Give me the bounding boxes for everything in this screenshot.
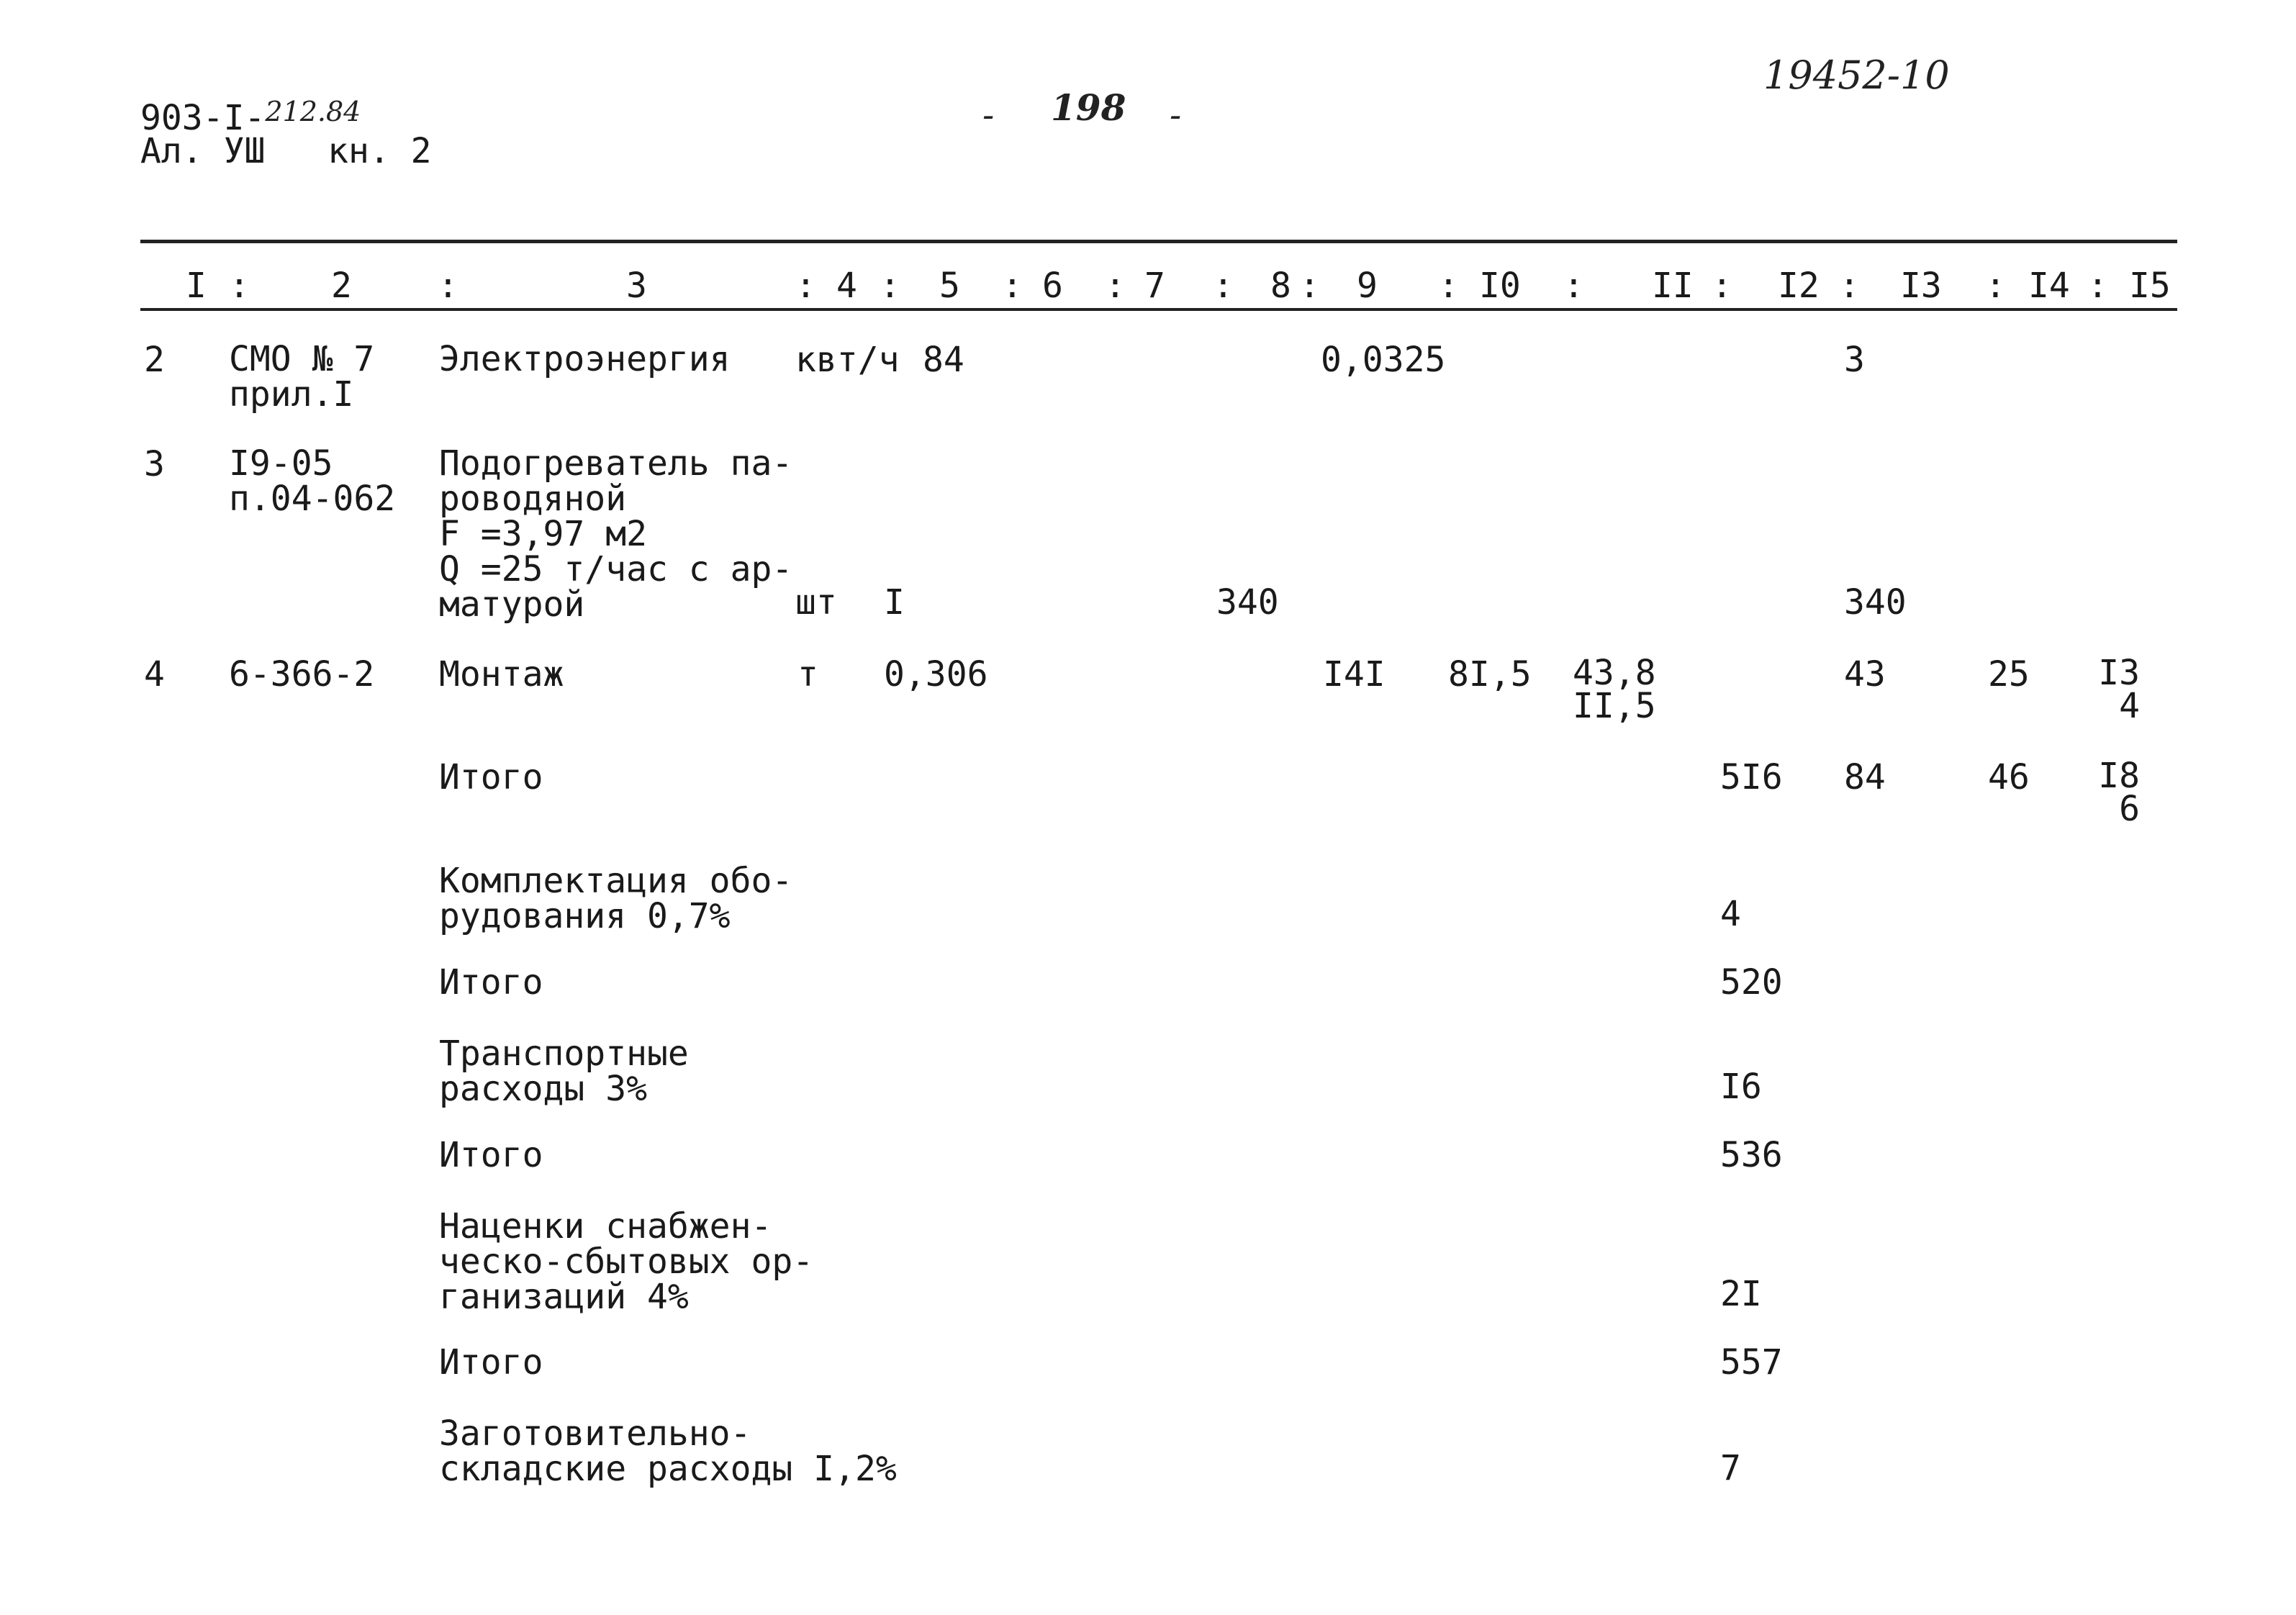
summary-col12: 2I	[1720, 1274, 1762, 1314]
column-header: 8	[1270, 266, 1291, 306]
summary-col12: 4	[1720, 894, 1741, 934]
cell-col9: 0,0325	[1321, 340, 1446, 380]
row-reference: 6-366-2	[229, 654, 375, 695]
summary-label: Итого	[439, 962, 543, 1003]
column-header: I3	[1900, 266, 1942, 306]
header-bottom-rule	[140, 308, 2177, 311]
row-name: Монтаж	[439, 654, 564, 695]
row-unit: т	[797, 654, 818, 695]
summary-label: Наценки снабжен- ческо-сбытовых ор- ганизаций 4%	[439, 1206, 814, 1317]
summary-col12: I6	[1720, 1067, 1762, 1107]
document-code	[140, 94, 361, 136]
summary-label: Итого	[439, 757, 543, 797]
summary-col13: 84	[1844, 757, 1886, 797]
cell-col9: I4I	[1323, 654, 1386, 695]
row-quantity: 0,306	[884, 654, 988, 695]
row-quantity: I	[884, 582, 905, 623]
row-quantity: 84	[923, 340, 964, 380]
summary-label: Заготовительно- складские расходы I,2%	[439, 1413, 897, 1489]
album-line: Ал. УШ кн. 2	[140, 131, 432, 171]
column-separator: :	[1438, 266, 1459, 306]
row-name: Подогреватель па- роводяной F =3,97 м2 Q =25 т/час с ар- матурой	[439, 443, 793, 625]
column-separator: :	[1299, 266, 1320, 306]
column-separator: :	[1985, 266, 2006, 306]
column-header: I0	[1479, 266, 1521, 306]
summary-col12: 557	[1720, 1342, 1783, 1383]
column-header: I	[186, 266, 207, 306]
column-separator: :	[1563, 266, 1584, 306]
summary-label: Итого	[439, 1135, 543, 1175]
cell-col13: 340	[1844, 582, 1907, 623]
column-header: I5	[2129, 266, 2171, 306]
row-unit: квт/ч	[795, 340, 900, 380]
column-header: 5	[939, 266, 960, 306]
page-number: 198	[1051, 86, 1126, 129]
summary-label: Транспортные расходы 3%	[439, 1033, 689, 1109]
row-unit: шт	[795, 582, 837, 623]
page-dash-right: -	[1170, 95, 1182, 135]
column-header: 2	[331, 266, 352, 306]
summary-label: Итого	[439, 1342, 543, 1383]
column-header: I4	[2028, 266, 2070, 306]
cell-col10: 8I,5	[1448, 654, 1532, 695]
column-header: II	[1652, 266, 1694, 306]
row-number: 4	[144, 654, 165, 695]
document-code-printed: 903-I-	[140, 98, 266, 138]
column-separator: :	[1213, 266, 1234, 306]
archive-number: 19452-10	[1763, 53, 1950, 98]
column-header: 6	[1042, 266, 1063, 306]
summary-col12: 7	[1720, 1448, 1741, 1488]
column-header: I2	[1778, 266, 1820, 306]
summary-label: Комплектация обо- рудования 0,7%	[439, 861, 793, 936]
column-separator: :	[2087, 266, 2108, 306]
column-header: 9	[1357, 266, 1378, 306]
column-header: 3	[626, 266, 647, 306]
column-separator: :	[1712, 266, 1732, 306]
summary-col12: 536	[1720, 1135, 1783, 1175]
document-code-handwritten: 212.84	[265, 96, 361, 127]
cell-col8: 340	[1216, 582, 1279, 623]
summary-col12: 520	[1720, 962, 1783, 1003]
column-separator: :	[1002, 266, 1023, 306]
cell-col13: 43	[1844, 654, 1886, 695]
column-separator: :	[438, 266, 458, 306]
summary-col14: 46	[1988, 757, 2030, 797]
row-number: 2	[144, 340, 165, 380]
column-separator: :	[229, 266, 250, 306]
cell-col11: 43,8 II,5	[1573, 653, 1656, 726]
column-separator: :	[795, 266, 816, 306]
row-number: 3	[144, 444, 165, 484]
column-separator: :	[1839, 266, 1860, 306]
summary-col12: 5I6	[1720, 757, 1783, 797]
row-reference: СМО № 7 прил.I	[229, 339, 375, 415]
cell-col15: I3 4	[2098, 653, 2140, 726]
column-separator: :	[1105, 266, 1126, 306]
row-name: Электроэнергия	[439, 339, 731, 379]
row-reference: I9-05 п.04-062	[229, 443, 396, 519]
column-header: 4	[836, 266, 857, 306]
cell-col13: 3	[1844, 340, 1865, 380]
cell-col14: 25	[1988, 654, 2030, 695]
column-header: 7	[1144, 266, 1165, 306]
page-dash-left: -	[982, 95, 995, 135]
summary-col15: I8 6	[2098, 756, 2140, 829]
column-separator: :	[880, 266, 900, 306]
table-top-rule	[140, 240, 2177, 243]
